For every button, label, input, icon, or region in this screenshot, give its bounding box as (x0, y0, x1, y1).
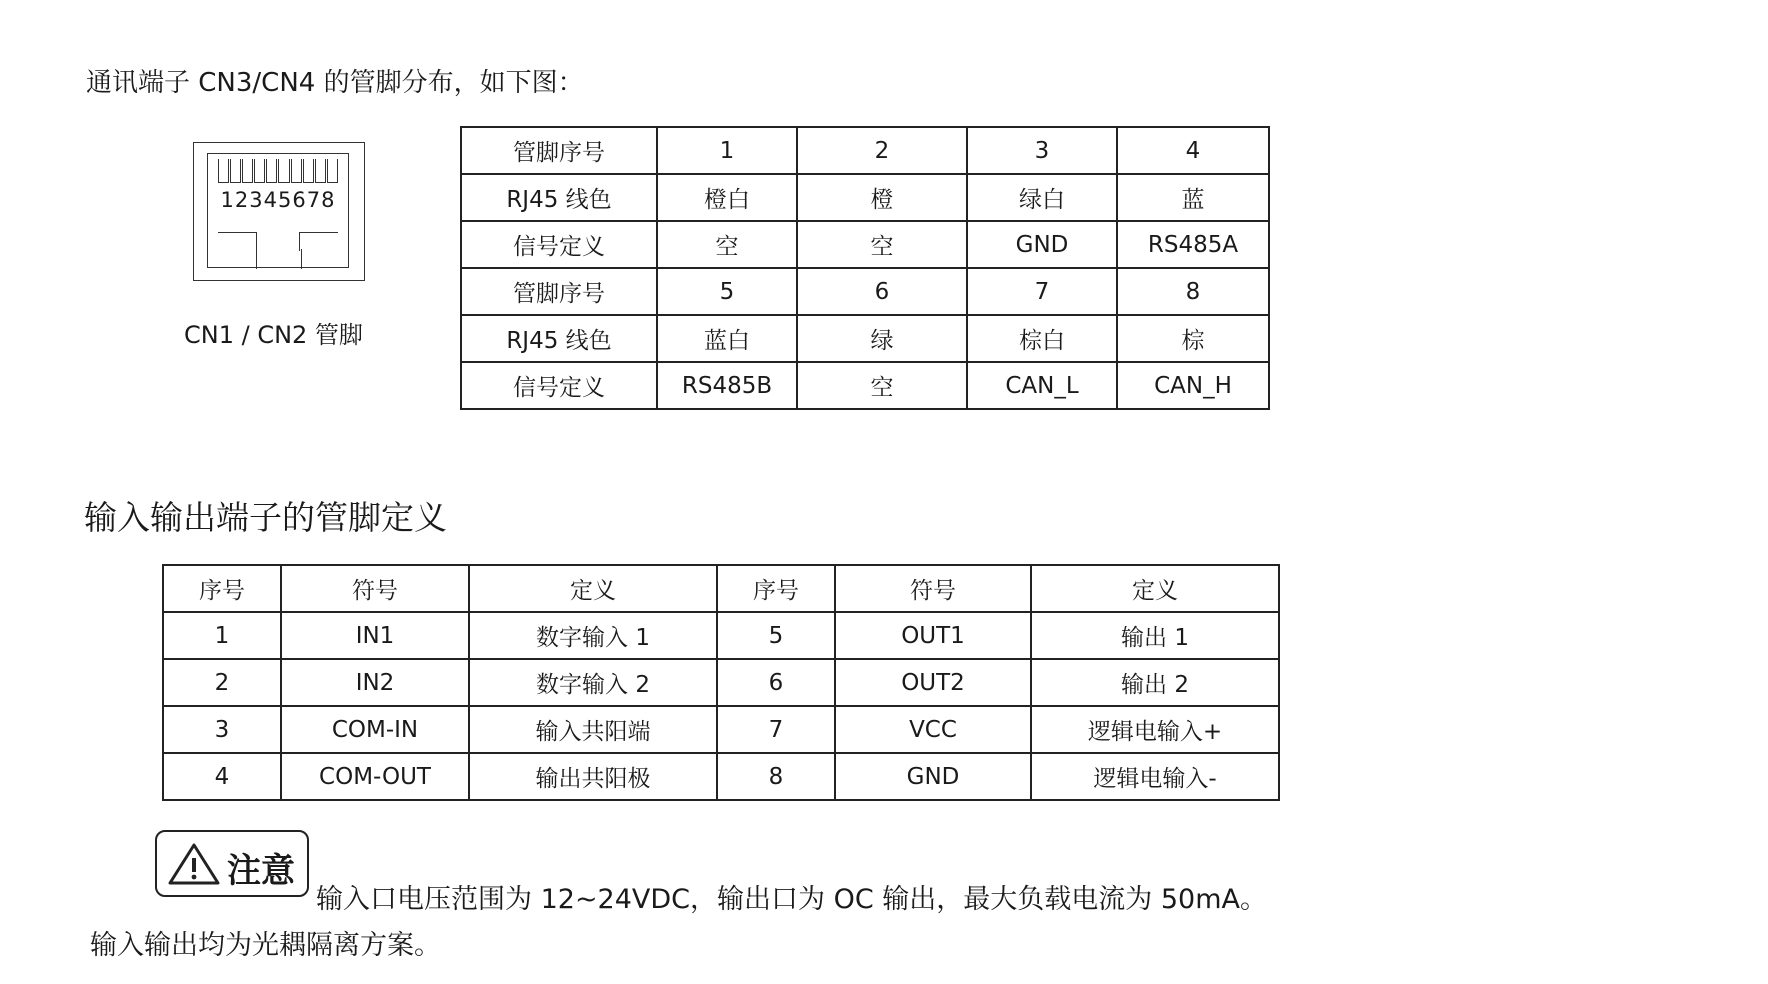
table-cell: 蓝 (1117, 174, 1269, 221)
table-cell: 绿白 (967, 174, 1117, 221)
pin-assignment-table (460, 126, 1270, 410)
table-cell: 8 (717, 753, 835, 800)
column-header: 序号 (163, 565, 281, 612)
column-header: 符号 (835, 565, 1031, 612)
table-cell: GND (835, 753, 1031, 800)
connector-caption: CN1 / CN2 管脚 (184, 321, 363, 349)
table-cell: 橙 (797, 174, 967, 221)
table-cell: 信号定义 (461, 221, 657, 268)
table-cell: OUT2 (835, 659, 1031, 706)
column-header: 符号 (281, 565, 469, 612)
table-cell: IN2 (281, 659, 469, 706)
table-row (461, 315, 1269, 362)
table-cell: 空 (797, 221, 967, 268)
table-row (461, 268, 1269, 315)
intro-text: 通讯端子 CN3/CN4 的管脚分布，如下图： (86, 68, 584, 98)
table-row (461, 174, 1269, 221)
table-cell: VCC (835, 706, 1031, 753)
table-cell: RJ45 线色 (461, 315, 657, 362)
table-cell: 1 (657, 127, 797, 174)
table-row (163, 753, 1279, 800)
column-header: 定义 (1031, 565, 1279, 612)
table-cell: 7 (967, 268, 1117, 315)
table-cell: IN1 (281, 612, 469, 659)
table-cell: 2 (797, 127, 967, 174)
table-cell: 8 (1117, 268, 1269, 315)
table-cell: 棕白 (967, 315, 1117, 362)
table-cell: 数字输入 1 (469, 612, 717, 659)
table-cell: OUT1 (835, 612, 1031, 659)
table-cell: 信号定义 (461, 362, 657, 409)
table-row (163, 706, 1279, 753)
table-cell: 棕 (1117, 315, 1269, 362)
table-cell: CAN_L (967, 362, 1117, 409)
table-cell: 4 (1117, 127, 1269, 174)
table-cell: CAN_H (1117, 362, 1269, 409)
table-cell: 输出共阳极 (469, 753, 717, 800)
table-row (461, 127, 1269, 174)
table-row (461, 362, 1269, 409)
table-header-row (163, 565, 1279, 612)
connector-pin-numbers: 12345678 (220, 188, 336, 212)
io-section-title: 输入输出端子的管脚定义 (84, 498, 447, 537)
table-cell: RS485A (1117, 221, 1269, 268)
table-cell: 橙白 (657, 174, 797, 221)
table-cell: 逻辑电输入+ (1031, 706, 1279, 753)
table-cell: RJ45 线色 (461, 174, 657, 221)
table-cell: 3 (163, 706, 281, 753)
table-cell: 6 (717, 659, 835, 706)
table-row (461, 221, 1269, 268)
table-cell: 管脚序号 (461, 127, 657, 174)
table-cell: 1 (163, 612, 281, 659)
connector-latch (218, 232, 338, 267)
table-row (163, 612, 1279, 659)
table-cell: 4 (163, 753, 281, 800)
table-cell: 逻辑电输入- (1031, 753, 1279, 800)
column-header: 定义 (469, 565, 717, 612)
warning-triangle-icon (167, 842, 221, 886)
table-cell: 5 (717, 612, 835, 659)
table-cell: 5 (657, 268, 797, 315)
table-cell: 输出 1 (1031, 612, 1279, 659)
notice-label: 注意 (227, 851, 295, 891)
table-cell: COM-OUT (281, 753, 469, 800)
table-cell: 输出 2 (1031, 659, 1279, 706)
table-cell: GND (967, 221, 1117, 268)
rj45-connector-diagram (193, 142, 365, 281)
table-cell: 空 (797, 362, 967, 409)
notice-badge (155, 830, 309, 897)
table-cell: 2 (163, 659, 281, 706)
notice-text-line1: 输入口电压范围为 12~24VDC，输出口为 OC 输出，最大负载电流为 50mA。 (316, 884, 1268, 915)
table-cell: 6 (797, 268, 967, 315)
connector-jack (207, 153, 349, 268)
io-pin-definition-table (162, 564, 1280, 801)
table-cell: 输入共阳端 (469, 706, 717, 753)
table-cell: RS485B (657, 362, 797, 409)
table-cell: 蓝白 (657, 315, 797, 362)
table-cell: 空 (657, 221, 797, 268)
table-cell: 管脚序号 (461, 268, 657, 315)
table-cell: 数字输入 2 (469, 659, 717, 706)
table-cell: 绿 (797, 315, 967, 362)
table-cell: COM-IN (281, 706, 469, 753)
table-cell: 7 (717, 706, 835, 753)
column-header: 序号 (717, 565, 835, 612)
notice-text-line2: 输入输出均为光耦隔离方案。 (90, 930, 441, 961)
table-cell: 3 (967, 127, 1117, 174)
table-row (163, 659, 1279, 706)
connector-pins (218, 159, 338, 183)
